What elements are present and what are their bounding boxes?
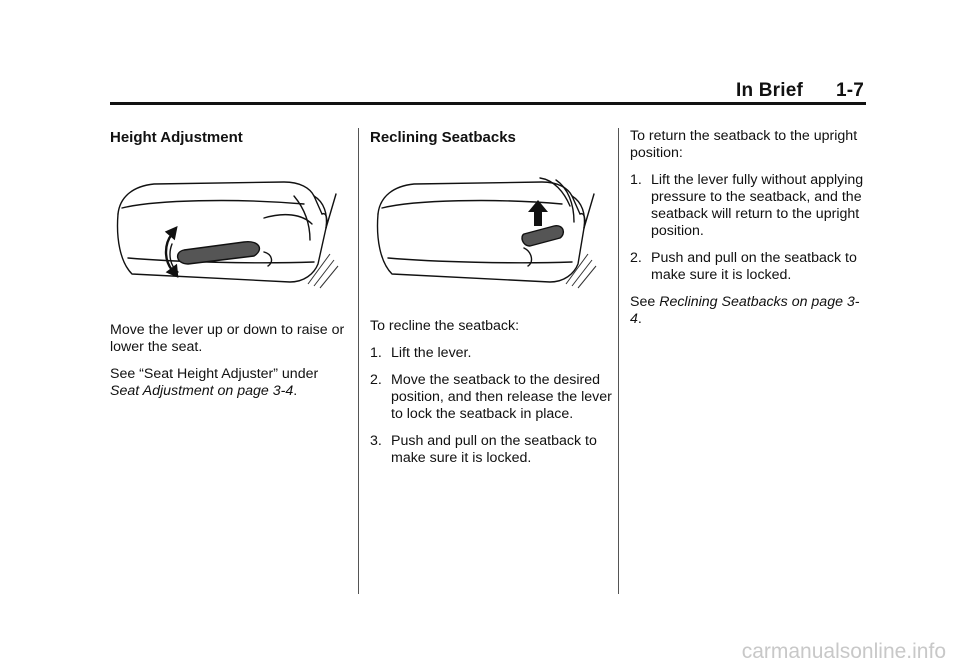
height-paragraph: Move the lever up or down to raise or lower the seat. [110,322,345,355]
column-divider-2 [618,128,619,594]
upright-intro: To return the seatback to the upright position: [630,128,858,161]
column-divider-1 [358,128,359,594]
recline-steps [370,345,615,467]
reclining-seatbacks-link[interactable]: Reclining Seatbacks on page 3-4 [630,294,860,327]
recline-lever-illustration [374,174,600,290]
list-item: 3. Push and pull on the seatback to make sure it is locked. [370,433,597,466]
header-title [736,80,864,102]
watermark: carmanualsonline.info [741,640,946,663]
list-item: 1. Lift the lever fully without applying pressure to the seatback, and the seatback will return to the upright position. [630,172,864,239]
header-page-number: 1-7 [835,80,864,101]
seat-adjustment-link[interactable]: Seat Adjustment on page 3-4 [110,383,294,399]
recline-intro: To recline the seatback: [370,318,520,334]
list-item: 2. Push and pull on the seatback to make sure it is locked. [630,250,857,283]
seat-height-illustration [114,178,340,290]
header-section: In Brief [736,80,804,101]
list-item: 1. Lift the lever. [370,345,472,361]
heading-reclining-seatbacks: Reclining Seatbacks [370,129,516,146]
upright-see-reference: See Reclining Seatbacks on page 3-4. [630,294,860,327]
header-rule [110,102,866,105]
list-item: 2. Move the seatback to the desired position, and then release the lever to lock the seatback in place. [370,372,612,422]
column-return-upright [630,128,870,338]
height-see-reference: See “Seat Height Adjuster” under Seat Adjustment on page 3-4. [110,366,319,399]
upright-steps [630,172,870,284]
heading-height-adjustment: Height Adjustment [110,129,243,146]
